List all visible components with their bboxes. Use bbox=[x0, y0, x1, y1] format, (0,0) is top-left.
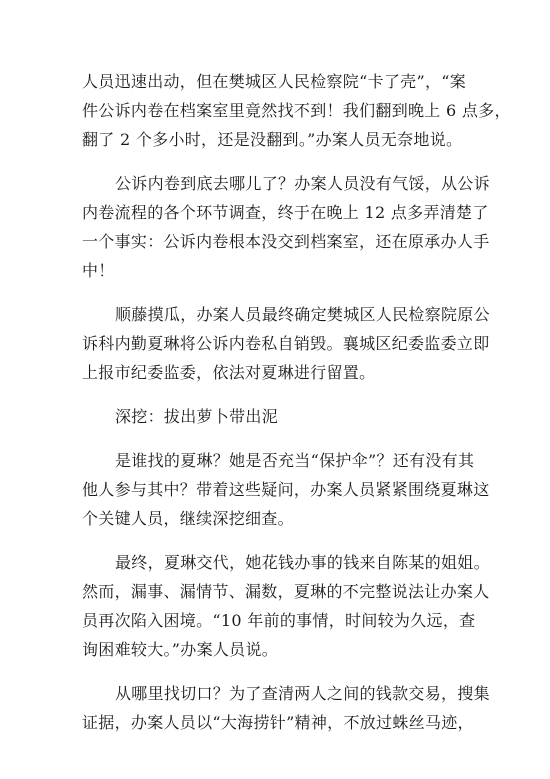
text-line: 他人参与其中？带着这些疑问，办案人员紧紧围绕夏琳这 bbox=[82, 480, 490, 499]
section-heading: 深挖：拔出萝卜带出泥 bbox=[115, 407, 279, 426]
text-line: 一个事实：公诉内卷根本没交到档案室，还在原承办人手 bbox=[82, 232, 490, 251]
text-line: 诉科内勤夏琳将公诉内卷私自销毁。襄城区纪委监委立即 bbox=[82, 334, 490, 353]
text-line: 然而，漏事、漏情节、漏数，夏琳的不完整说法让办案人 bbox=[82, 582, 490, 601]
text-line: 最终，夏琳交代，她花钱办事的钱来自陈某的姐姐。 bbox=[115, 553, 490, 572]
text-line: 员再次陷入困境。“10 年前的事情，时间较为久远，查 bbox=[82, 611, 476, 630]
text-line: 公诉内卷到底去哪儿了？办案人员没有气馁，从公诉 bbox=[115, 174, 490, 193]
text-line: 翻了 2 个多小时，还是没翻到。”办案人员无奈地说。 bbox=[82, 130, 463, 149]
text-line: 内卷流程的各个环节调查，终于在晚上 12 点多弄清楚了 bbox=[82, 203, 489, 222]
text-line: 上报市纪委监委，依法对夏琳进行留置。 bbox=[82, 363, 376, 382]
text-line: 证据，办案人员以“大海捞针”精神，不放过蛛丝马迹， bbox=[82, 713, 474, 732]
text-line: 个关键人员，继续深挖细查。 bbox=[82, 509, 294, 528]
text-line: 中！ bbox=[82, 261, 115, 280]
text-line: 人员迅速出动，但在樊城区人民检察院“卡了壳”，“案 bbox=[82, 72, 467, 91]
text-line: 是谁找的夏琳？她是否充当“保护伞”？还有没有其 bbox=[115, 451, 475, 470]
text-line: 询困难较大。”办案人员说。 bbox=[82, 640, 279, 659]
text-line: 从哪里找切口？为了查清两人之间的钱款交易，搜集 bbox=[115, 684, 490, 703]
text-line: 顺藤摸瓜，办案人员最终确定樊城区人民检察院原公 bbox=[115, 305, 490, 324]
text-line: 件公诉内卷在档案室里竟然找不到！我们翻到晚上 6 点多， bbox=[82, 101, 511, 120]
